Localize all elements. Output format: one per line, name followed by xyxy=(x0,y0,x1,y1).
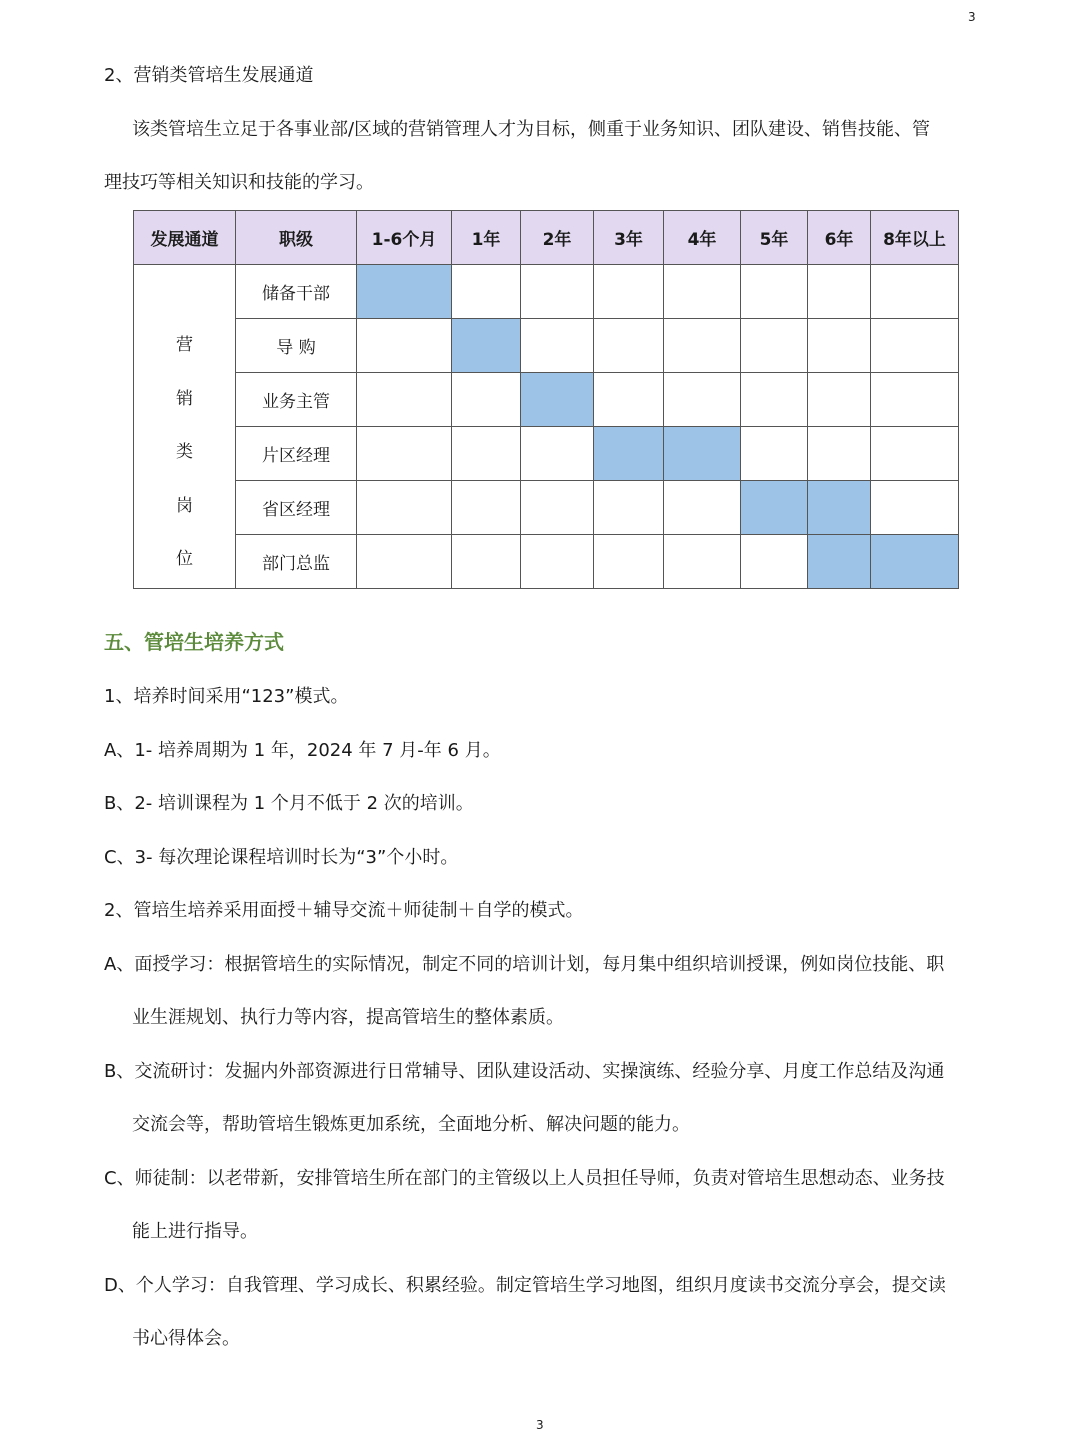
paragraph: 理技巧等相关知识和技能的学习。 xyxy=(104,172,374,193)
timeline-cell xyxy=(664,481,741,535)
timeline-cell xyxy=(741,427,808,481)
table-row xyxy=(134,427,959,481)
paragraph-line: C、师徒制：以老带新，安排管培生所在部门的主管级以上人员担任导师，负责对管培生思想动态、业务技 xyxy=(104,1167,945,1189)
channel-char: 类 xyxy=(176,442,193,463)
timeline-cell-filled xyxy=(741,481,808,535)
timeline-cell xyxy=(594,481,664,535)
section-title: 2、营销类管培生发展通道 xyxy=(104,65,314,86)
timeline-cell-filled xyxy=(452,319,521,373)
timeline-cell xyxy=(357,535,452,589)
paragraph-line: A、面授学习：根据管培生的实际情况，制定不同的培训计划，每月集中组织培训授课，例如岗位技能、职 xyxy=(104,953,945,975)
development-channel-table xyxy=(133,210,959,589)
column-header: 8年以上 xyxy=(871,211,959,265)
timeline-cell xyxy=(594,265,664,319)
timeline-cell xyxy=(871,265,959,319)
paragraph-line: 书心得体会。 xyxy=(132,1328,240,1349)
paragraph: 该类管培生立足于各事业部/区域的营销管理人才为目标，侧重于业务知识、团队建设、销售技能、管 xyxy=(132,119,931,140)
paragraph-line: 能上进行指导。 xyxy=(132,1221,258,1242)
paragraph-line: D、个人学习：自我管理、学习成长、积累经验。制定管培生学习地图，组织月度读书交流分享会，提交读 xyxy=(104,1274,946,1296)
timeline-cell xyxy=(808,373,871,427)
paragraph-line: 业生涯规划、执行力等内容，提高管培生的整体素质。 xyxy=(132,1007,564,1028)
timeline-cell xyxy=(521,319,594,373)
timeline-cell-filled xyxy=(808,481,871,535)
timeline-cell xyxy=(808,265,871,319)
paragraph-line: B、交流研讨：发掘内外部资源进行日常辅导、团队建设活动、实操演练、经验分享、月度工作总结及沟通 xyxy=(104,1060,945,1082)
timeline-cell xyxy=(808,427,871,481)
timeline-cell-filled xyxy=(357,265,452,319)
timeline-cell xyxy=(521,427,594,481)
timeline-cell xyxy=(664,535,741,589)
timeline-cell xyxy=(452,427,521,481)
column-header: 职级 xyxy=(236,211,357,265)
rank-cell: 部门总监 xyxy=(236,535,357,589)
table-row xyxy=(134,535,959,589)
rank-cell: 片区经理 xyxy=(236,427,357,481)
timeline-cell xyxy=(594,535,664,589)
timeline-cell xyxy=(452,535,521,589)
table-row xyxy=(134,319,959,373)
rank-cell: 导 购 xyxy=(236,319,357,373)
timeline-cell xyxy=(452,373,521,427)
paragraph-line: B、2- 培训课程为 1 个月不低于 2 次的培训。 xyxy=(104,793,474,814)
timeline-cell xyxy=(871,373,959,427)
timeline-cell xyxy=(357,481,452,535)
timeline-cell xyxy=(741,373,808,427)
header-page-number: 3 xyxy=(968,10,976,24)
timeline-cell xyxy=(357,427,452,481)
timeline-cell xyxy=(357,373,452,427)
timeline-cell xyxy=(741,265,808,319)
paragraph-line: 2、管培生培养采用面授＋辅导交流＋师徒制＋自学的模式。 xyxy=(104,900,584,921)
column-header: 3年 xyxy=(594,211,664,265)
column-header: 4年 xyxy=(664,211,741,265)
channel-char: 营 xyxy=(176,335,193,356)
timeline-cell-filled xyxy=(871,535,959,589)
timeline-cell xyxy=(664,319,741,373)
timeline-cell-filled xyxy=(594,427,664,481)
column-header: 发展通道 xyxy=(134,211,236,265)
timeline-cell xyxy=(452,481,521,535)
table-row xyxy=(134,481,959,535)
table-row xyxy=(134,265,959,319)
paragraph-line: C、3- 每次理论课程培训时长为“3”个小时。 xyxy=(104,846,459,868)
timeline-cell xyxy=(521,535,594,589)
timeline-cell xyxy=(871,427,959,481)
timeline-cell xyxy=(741,535,808,589)
timeline-cell xyxy=(664,265,741,319)
timeline-cell xyxy=(521,481,594,535)
channel-char: 销 xyxy=(176,388,193,409)
paragraph-line: 交流会等，帮助管培生锻炼更加系统，全面地分析、解决问题的能力。 xyxy=(132,1114,690,1135)
timeline-cell xyxy=(594,373,664,427)
rank-cell: 业务主管 xyxy=(236,373,357,427)
timeline-cell xyxy=(664,373,741,427)
column-header: 6年 xyxy=(808,211,871,265)
timeline-cell-filled xyxy=(521,373,594,427)
channel-char: 岗 xyxy=(176,495,193,516)
column-header: 5年 xyxy=(741,211,808,265)
section-heading: 五、管培生培养方式 xyxy=(104,630,284,654)
column-header: 1年 xyxy=(452,211,521,265)
timeline-cell xyxy=(871,319,959,373)
column-header: 2年 xyxy=(521,211,594,265)
timeline-cell xyxy=(521,265,594,319)
footer-page-number: 3 xyxy=(536,1418,544,1432)
rank-cell: 省区经理 xyxy=(236,481,357,535)
timeline-cell xyxy=(741,319,808,373)
column-header: 1-6个月 xyxy=(357,211,452,265)
channel-cell xyxy=(134,265,236,589)
timeline-cell-filled xyxy=(664,427,741,481)
timeline-cell-filled xyxy=(808,535,871,589)
timeline-cell xyxy=(871,481,959,535)
paragraph-line: A、1- 培养周期为 1 年，2024 年 7 月-年 6 月。 xyxy=(104,739,501,761)
channel-char: 位 xyxy=(176,549,193,570)
paragraph-line: 1、培养时间采用“123”模式。 xyxy=(104,686,349,707)
timeline-cell xyxy=(594,319,664,373)
table-row xyxy=(134,373,959,427)
timeline-cell xyxy=(452,265,521,319)
timeline-cell xyxy=(808,319,871,373)
rank-cell: 储备干部 xyxy=(236,265,357,319)
timeline-cell xyxy=(357,319,452,373)
